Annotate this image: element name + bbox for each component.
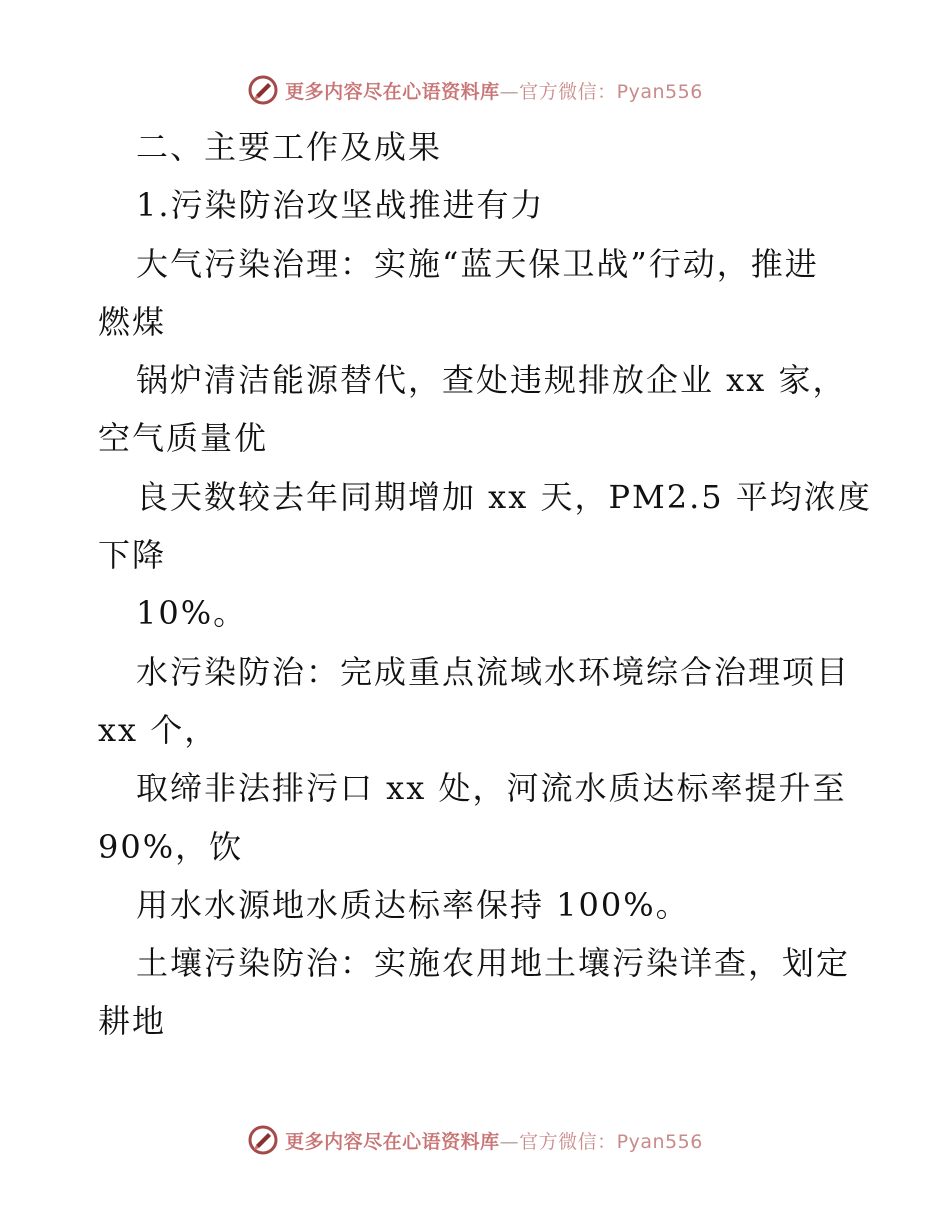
text-line: 锅炉清洁能源替代，查处违规排放企业 xx 家， xyxy=(136,361,847,400)
watermark-separator: — xyxy=(499,80,520,103)
text-line: 90%，饮 xyxy=(98,827,244,866)
watermark-group xyxy=(247,1124,703,1156)
text-line: 水污染防治：完成重点流域水环境综合治理项目 xyxy=(136,652,851,691)
text-line: 10%。 xyxy=(136,594,248,633)
watermark-site-name: 更多内容尽在心语资料库 xyxy=(285,1130,500,1153)
watermark-logo-icon xyxy=(247,1124,279,1156)
watermark-site-name: 更多内容尽在心语资料库 xyxy=(285,80,500,103)
watermark-logo-icon xyxy=(247,74,279,106)
watermark-group xyxy=(247,74,703,106)
watermark-contact: 官方微信：Pyan556 xyxy=(519,80,703,103)
text-line: 耕地 xyxy=(98,1002,167,1041)
watermark-contact: 官方微信：Pyan556 xyxy=(519,1130,703,1153)
text-line: 1.污染防治攻坚战推进有力 xyxy=(136,186,545,225)
text-line: 空气质量优 xyxy=(98,419,269,458)
text-line: 二、主要工作及成果 xyxy=(136,128,443,166)
text-line: 土壤污染防治：实施农用地土壤污染详查，划定 xyxy=(136,944,851,983)
text-line: 下降 xyxy=(98,536,167,575)
text-line: 大气污染治理：实施“蓝天保卫战”行动，推进 xyxy=(136,244,819,283)
text-line: xx 个， xyxy=(98,710,219,749)
watermark-text xyxy=(285,1127,703,1154)
text-line: 用水水源地水质达标率保持 100%。 xyxy=(136,885,690,924)
footer-watermark xyxy=(0,1120,950,1160)
document-body xyxy=(98,118,872,1051)
text-line: 取缔非法排污口 xx 处，河流水质达标率提升至 xyxy=(136,769,847,808)
watermark-text xyxy=(285,77,703,104)
text-line: 良天数较去年同期增加 xx 天，PM2.5 平均浓度 xyxy=(136,477,872,516)
watermark-separator: — xyxy=(499,1130,520,1153)
text-line: 燃煤 xyxy=(98,302,167,341)
header-watermark xyxy=(0,70,950,110)
